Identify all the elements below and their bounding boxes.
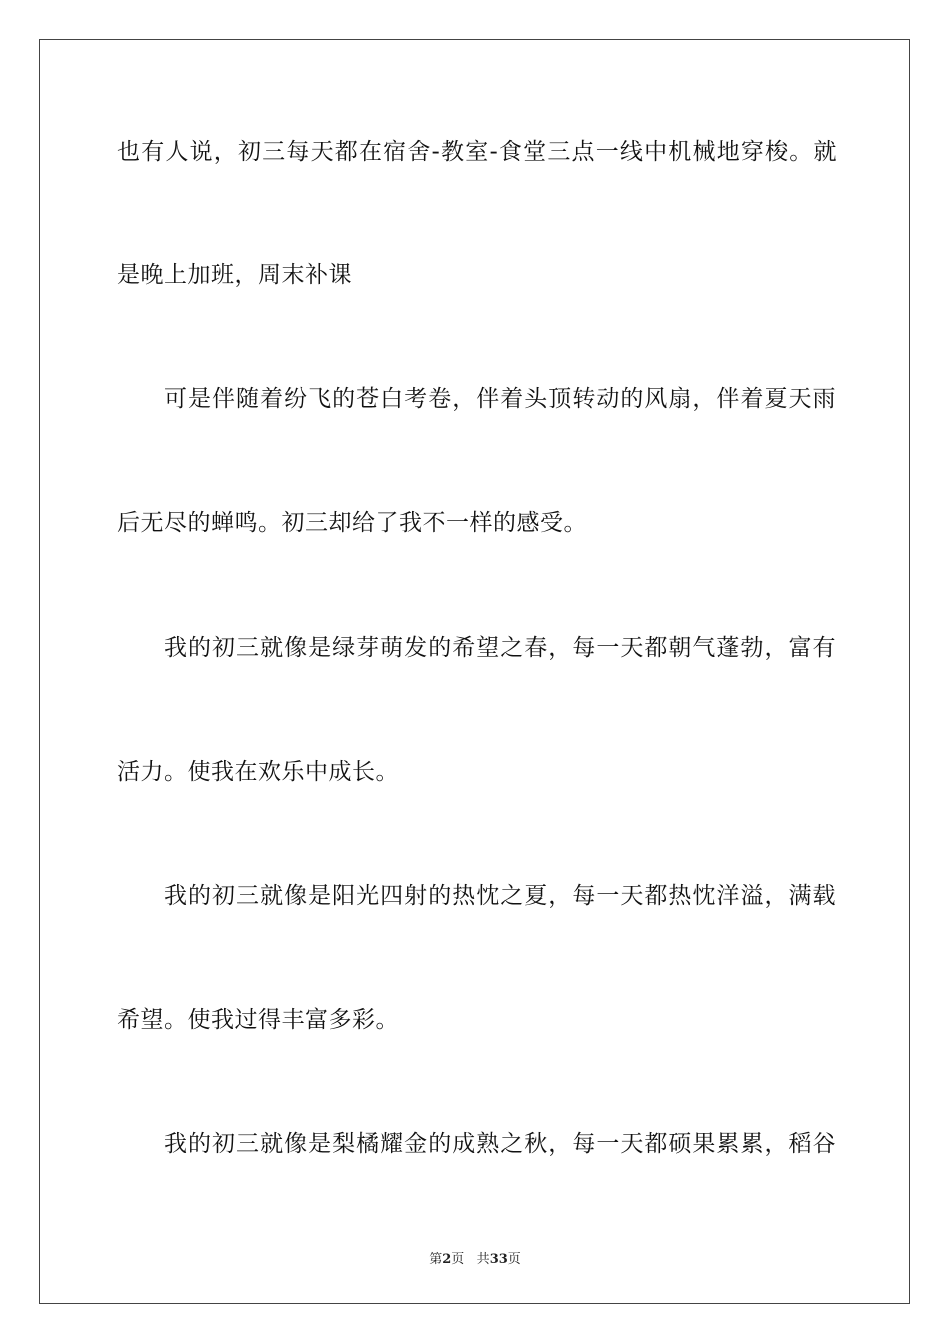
paragraph-1-line-1: 也有人说，初三每天都在宿舍-教室-食堂三点一线中机械地穿梭。就 xyxy=(117,139,837,165)
paragraph-3-line-2: 活力。使我在欢乐中成长。 xyxy=(117,759,399,785)
footer-total-suffix: 页 xyxy=(507,1252,521,1267)
paragraph-2-line-1: 可是伴随着纷飞的苍白考卷，伴着头顶转动的风扇，伴着夏天雨 xyxy=(164,386,836,412)
paragraph-2-line-2: 后无尽的蝉鸣。初三却给了我不一样的感受。 xyxy=(117,510,587,536)
footer-page-number: 2 xyxy=(442,1252,452,1267)
footer-total-pages: 33 xyxy=(489,1252,508,1267)
paragraph-4-line-2: 希望。使我过得丰富多彩。 xyxy=(117,1007,399,1033)
footer-total-prefix: 共 xyxy=(476,1252,490,1267)
page-border xyxy=(39,39,910,1304)
footer-page-prefix: 第 xyxy=(429,1252,443,1267)
footer-page-suffix: 页 xyxy=(451,1252,465,1267)
paragraph-5-line-1: 我的初三就像是梨橘耀金的成熟之秋，每一天都硕果累累，稻谷 xyxy=(164,1131,836,1157)
paragraph-3-line-1: 我的初三就像是绿芽萌发的希望之春，每一天都朝气蓬勃，富有 xyxy=(164,635,836,661)
page-footer xyxy=(0,1248,950,1267)
paragraph-4-line-1: 我的初三就像是阳光四射的热忱之夏，每一天都热忱洋溢，满载 xyxy=(164,883,836,909)
paragraph-1-line-2: 是晚上加班，周末补课 xyxy=(117,262,352,288)
